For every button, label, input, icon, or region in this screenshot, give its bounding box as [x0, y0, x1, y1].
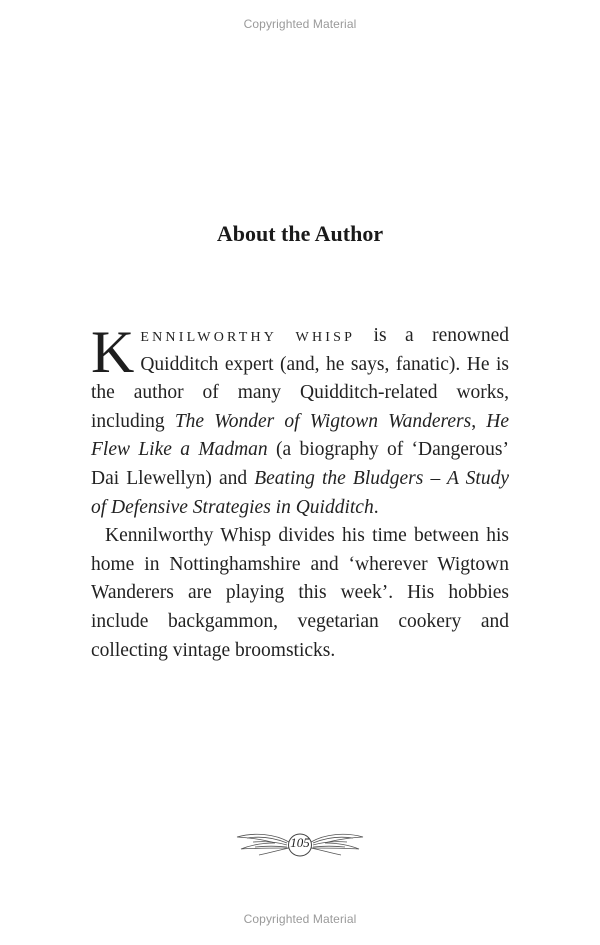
- drop-cap: K: [91, 319, 135, 385]
- watermark-top: Copyrighted Material: [243, 17, 357, 31]
- author-last-name: whisp: [295, 325, 356, 346]
- bio-text-2: ,: [471, 410, 487, 432]
- bio-text-3: (a biography of ‘Dangerous’ Dai Llewellyn) and: [91, 439, 510, 489]
- author-bio: [91, 319, 510, 665]
- book-title-3: Beating the Bludgers – A Study of Defensive Strategies in Quidditch: [91, 467, 509, 518]
- page-number: 105: [290, 835, 310, 850]
- watermark-bottom: Copyrighted Material: [243, 912, 357, 926]
- author-first-name: ennilworthy: [140, 325, 278, 346]
- book-title-2: He Flew Like a Madman: [91, 410, 509, 461]
- bio-text-1: is a renowned Quidditch expert (and, he says, fanatic). He is the author of many Quidditch-related works, including: [91, 325, 509, 432]
- section-title: About the Author: [216, 221, 384, 246]
- bio-text-4: .: [373, 496, 379, 518]
- book-title-1: The Wonder of Wigtown Wanderers: [174, 410, 472, 432]
- bio-paragraph-1: [91, 319, 510, 522]
- page-number-ornament: [235, 826, 365, 864]
- bio-paragraph-2: Kennilworthy Whisp divides his time between his home in Nottinghamshire and ‘wherever Wigtown Wanderers are playing this week’. His hobbies include backgammon, vegetarian cookery and collecting vintage broomsticks.: [91, 525, 509, 661]
